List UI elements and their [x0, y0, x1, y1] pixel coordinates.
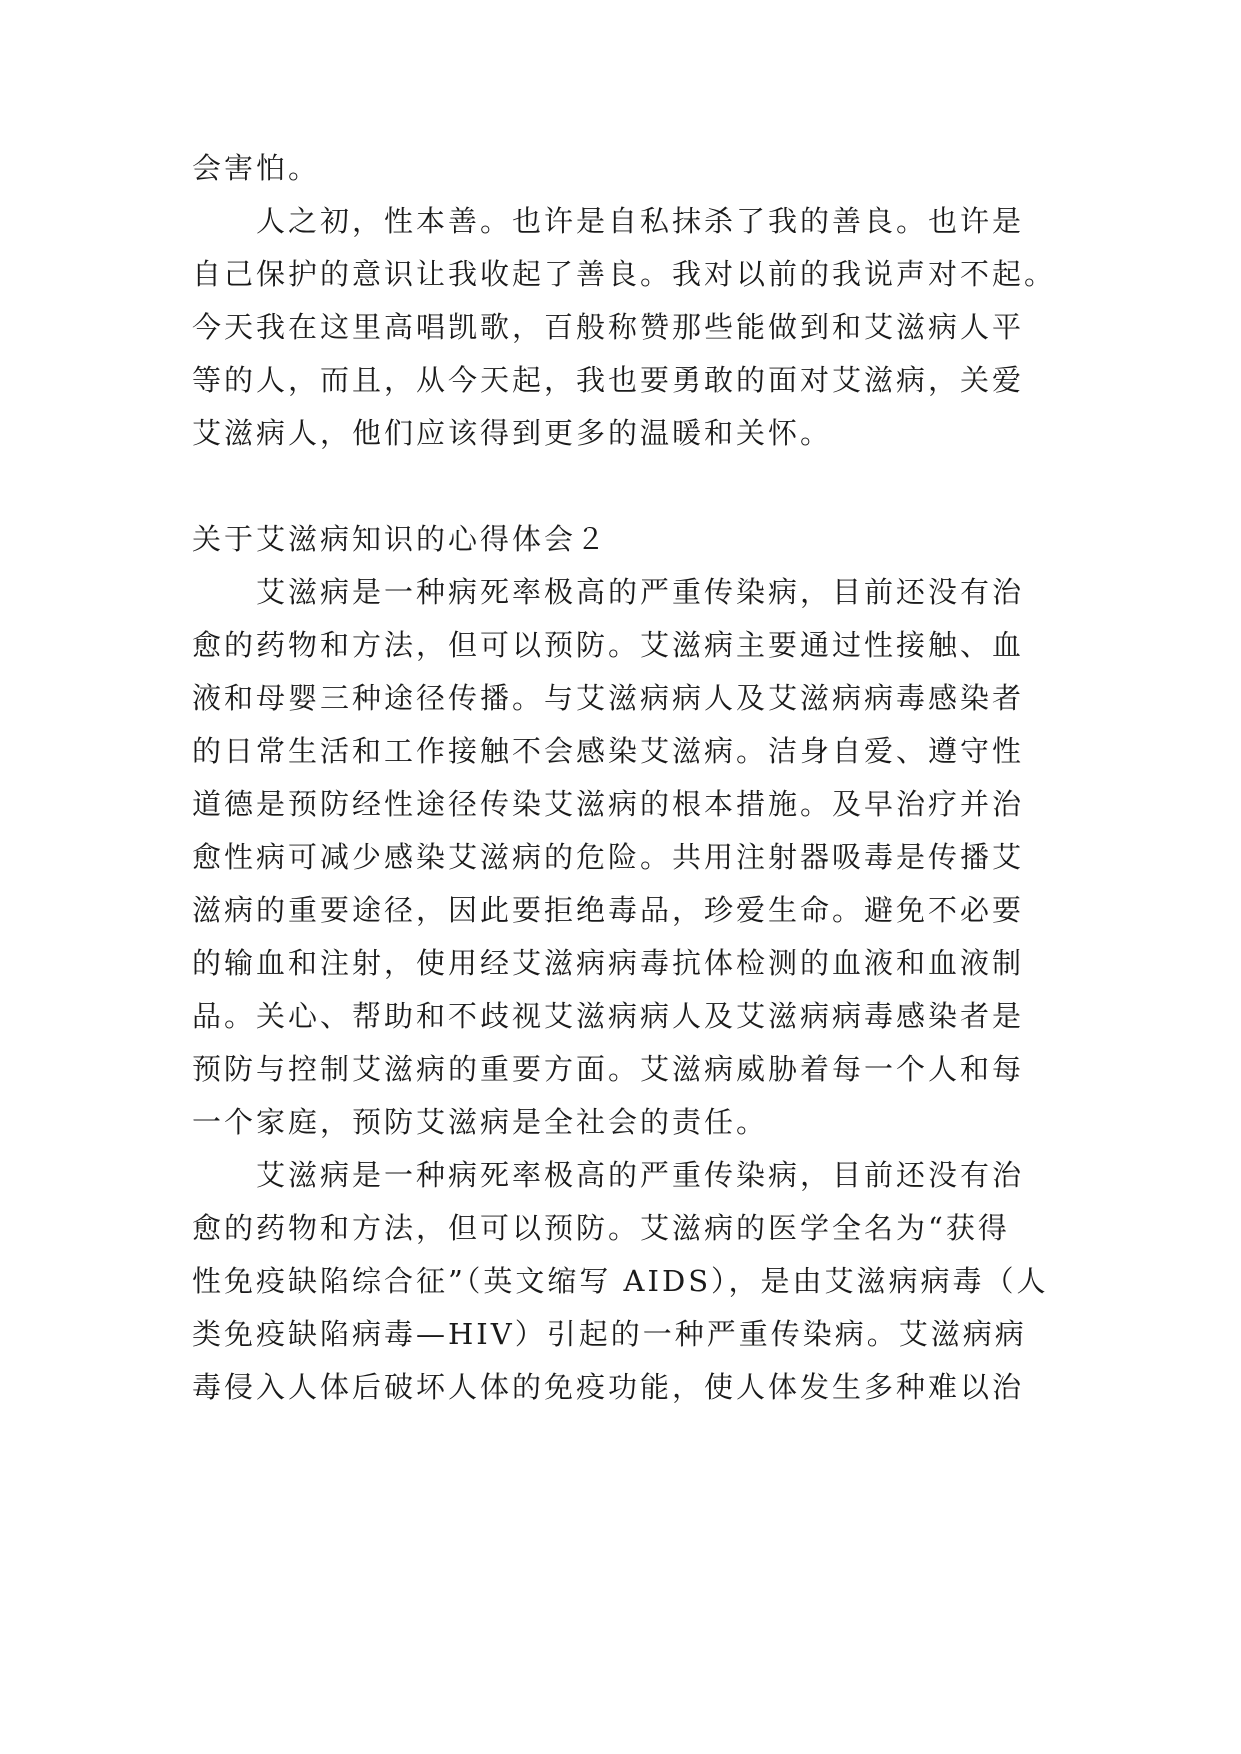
body-line-14: 滋病的重要途径，因此要拒绝毒品，珍爱生命。避免不必要 [192, 893, 1025, 927]
body-line-6: 艾滋病人，他们应该得到更多的温暖和关怀。 [192, 416, 833, 450]
body-line-16: 品。关心、帮助和不歧视艾滋病病人及艾滋病病毒感染者是 [192, 999, 1025, 1033]
body-line-11: 的日常生活和工作接触不会感染艾滋病。洁身自爱、遵守性 [192, 734, 1025, 768]
body-line-8: 艾滋病是一种病死率极高的严重传染病，目前还没有治 [192, 575, 1025, 609]
body-line-23: 毒侵入人体后破坏人体的免疫功能，使人体发生多种难以治 [192, 1370, 1025, 1404]
body-line-9: 愈的药物和方法，但可以预防。艾滋病主要通过性接触、血 [192, 628, 1025, 662]
body-line-17: 预防与控制艾滋病的重要方面。艾滋病威胁着每一个人和每 [192, 1052, 1025, 1086]
body-line-13: 愈性病可减少感染艾滋病的危险。共用注射器吸毒是传播艾 [192, 840, 1025, 874]
body-line-2: 人之初，性本善。也许是自私抹杀了我的善良。也许是 [192, 204, 1025, 238]
body-line-4: 今天我在这里高唱凯歌，百般称赞那些能做到和艾滋病人平 [192, 310, 1025, 344]
body-line-19: 艾滋病是一种病死率极高的严重传染病，目前还没有治 [192, 1158, 1025, 1192]
body-line-22: 类免疫缺陷病毒—HIV）引起的一种严重传染病。艾滋病病 [192, 1317, 1027, 1351]
body-line-18: 一个家庭，预防艾滋病是全社会的责任。 [192, 1105, 769, 1139]
body-line-5: 等的人，而且，从今天起，我也要勇敢的面对艾滋病，关爱 [192, 363, 1025, 397]
section-heading: 关于艾滋病知识的心得体会２ [192, 522, 609, 556]
body-line-12: 道德是预防经性途径传染艾滋病的根本措施。及早治疗并治 [192, 787, 1025, 821]
body-line-10: 液和母婴三种途径传播。与艾滋病病人及艾滋病病毒感染者 [192, 681, 1025, 715]
body-line-1: 会害怕。 [192, 151, 321, 185]
body-line-21: 性免疫缺陷综合征”（英文缩写 AIDS），是由艾滋病病毒（人 [192, 1264, 1049, 1298]
body-line-15: 的输血和注射，使用经艾滋病病毒抗体检测的血液和血液制 [192, 946, 1025, 980]
body-line-3: 自己保护的意识让我收起了善良。我对以前的我说声对不起。 [192, 257, 1057, 291]
body-line-20: 愈的药物和方法，但可以预防。艾滋病的医学全名为“获得 [192, 1211, 1010, 1245]
